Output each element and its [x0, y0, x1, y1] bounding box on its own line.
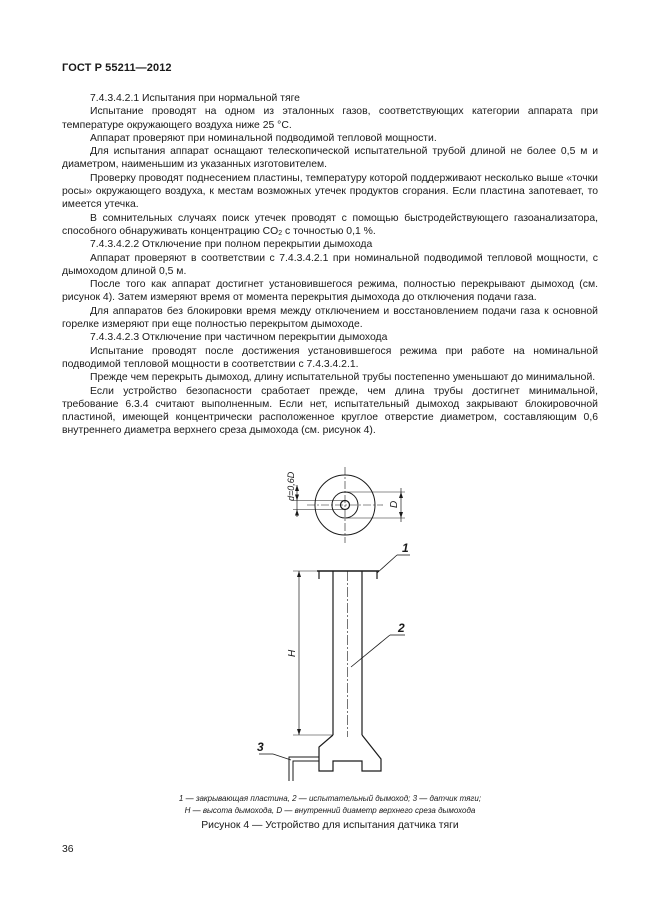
figure-title: Рисунок 4 — Устройство для испытания датчика тяги: [201, 820, 459, 831]
paragraph-co2: [62, 212, 598, 239]
section-heading-7-4-3-4-2-1: 7.4.3.4.2.1 Испытания при нормальной тяге: [90, 93, 300, 104]
label-d: d=0,6D: [286, 471, 296, 501]
paragraph: Для аппаратов без блокировки время между отключением и восстановлением подачи газа к основной горелке измеряют при еще полностью перекрытом дымоходе.: [62, 305, 598, 331]
body-text: [62, 92, 598, 438]
paragraph: Если устройство безопасности сработает прежде, чем длина трубы достигнет минимальной, требование 6.3.4 считают выполненным. Если нет, испытательный дымоход закрывают блокировочной пластиной, имеющей концентрически расположенное круглое отверстие диаметром, составляющим 0,6 внутреннего диаметра верхнего среза дымохода (см. рисунок 4).: [62, 385, 598, 437]
callout-3: 3: [257, 740, 264, 754]
section-heading-7-4-3-4-2-2: 7.4.3.4.2.2 Отключение при полном перекрытии дымохода: [90, 239, 373, 251]
draft-hood: [319, 735, 381, 771]
paragraph: Испытание проводят после достижения установившегося режима при работе на номинальной подводимой тепловой мощности в соответствии с 7.4.3.4.2.1.: [62, 345, 598, 370]
paragraph: Аппарат проверяют в соответствии с 7.4.3.4.2.1 при номинальной подводимой тепловой мощности, с дымоходом длиной 0,5 м.: [62, 252, 598, 277]
leader-1: [377, 555, 397, 573]
figure-legend-line-2: H — высота дымохода, D — внутренний диаметр верхнего среза дымохода: [184, 806, 476, 815]
paragraph: Проверку проводят поднесением пластины, температуру которой поддерживают несколько выше «точки росы» окружающего воздуха, к местам возможных утечек продуктов сгорания. Если пластина запотевает, то имеется утечка.: [62, 172, 598, 211]
paragraph: Для испытания аппарат оснащают телескопической испытательной трубой длиной не более 0,5 м и диаметром, наименьшим из указанных изготовителем.: [62, 146, 598, 171]
paragraph: После того как аппарат достигнет установившегося режима, полностью перекрывают дымоход (см. рисунок 4). Затем измеряют время от момента перекрытия дымохода до отключения подачи газа.: [62, 279, 598, 304]
co2-subscript: 2: [278, 229, 283, 237]
paragraph: Испытание проводят на одном из эталонных газов, соответствующих категории аппарата при температуре окружающего воздуха ниже 25 °С.: [62, 106, 598, 131]
figure-4-drawing: [245, 455, 415, 785]
co2-text: В сомнительных случаях поиск утечек проводят с помощью быстродействующего газоанализатора, способного обнаруживать концентрацию CO: [62, 212, 598, 237]
paragraph: Аппарат проверяют при номинальной подводимой тепловой мощности.: [90, 132, 437, 144]
paragraph: Прежде чем перекрыть дымоход, длину испытательной трубы постепенно уменьшают до минимальной.: [90, 372, 596, 384]
page-number: 36: [62, 844, 74, 855]
leader-2: [351, 635, 390, 667]
callout-1: 1: [402, 541, 409, 555]
label-H: H: [287, 649, 298, 657]
leader-3: [273, 754, 291, 760]
callout-2: 2: [398, 621, 405, 635]
co2-tail: с точностью 0,1 %.: [282, 225, 376, 237]
label-D: D: [389, 500, 400, 508]
draft-sensor: [289, 757, 319, 781]
document-header: ГОСТ Р 55211—2012: [62, 62, 172, 74]
section-heading-7-4-3-4-2-3: 7.4.3.4.2.3 Отключение при частичном перекрытии дымохода: [90, 332, 388, 344]
figure-legend-line-1: 1 — закрывающая пластина, 2 — испытательный дымоход; 3 — датчик тяги;: [178, 794, 482, 803]
